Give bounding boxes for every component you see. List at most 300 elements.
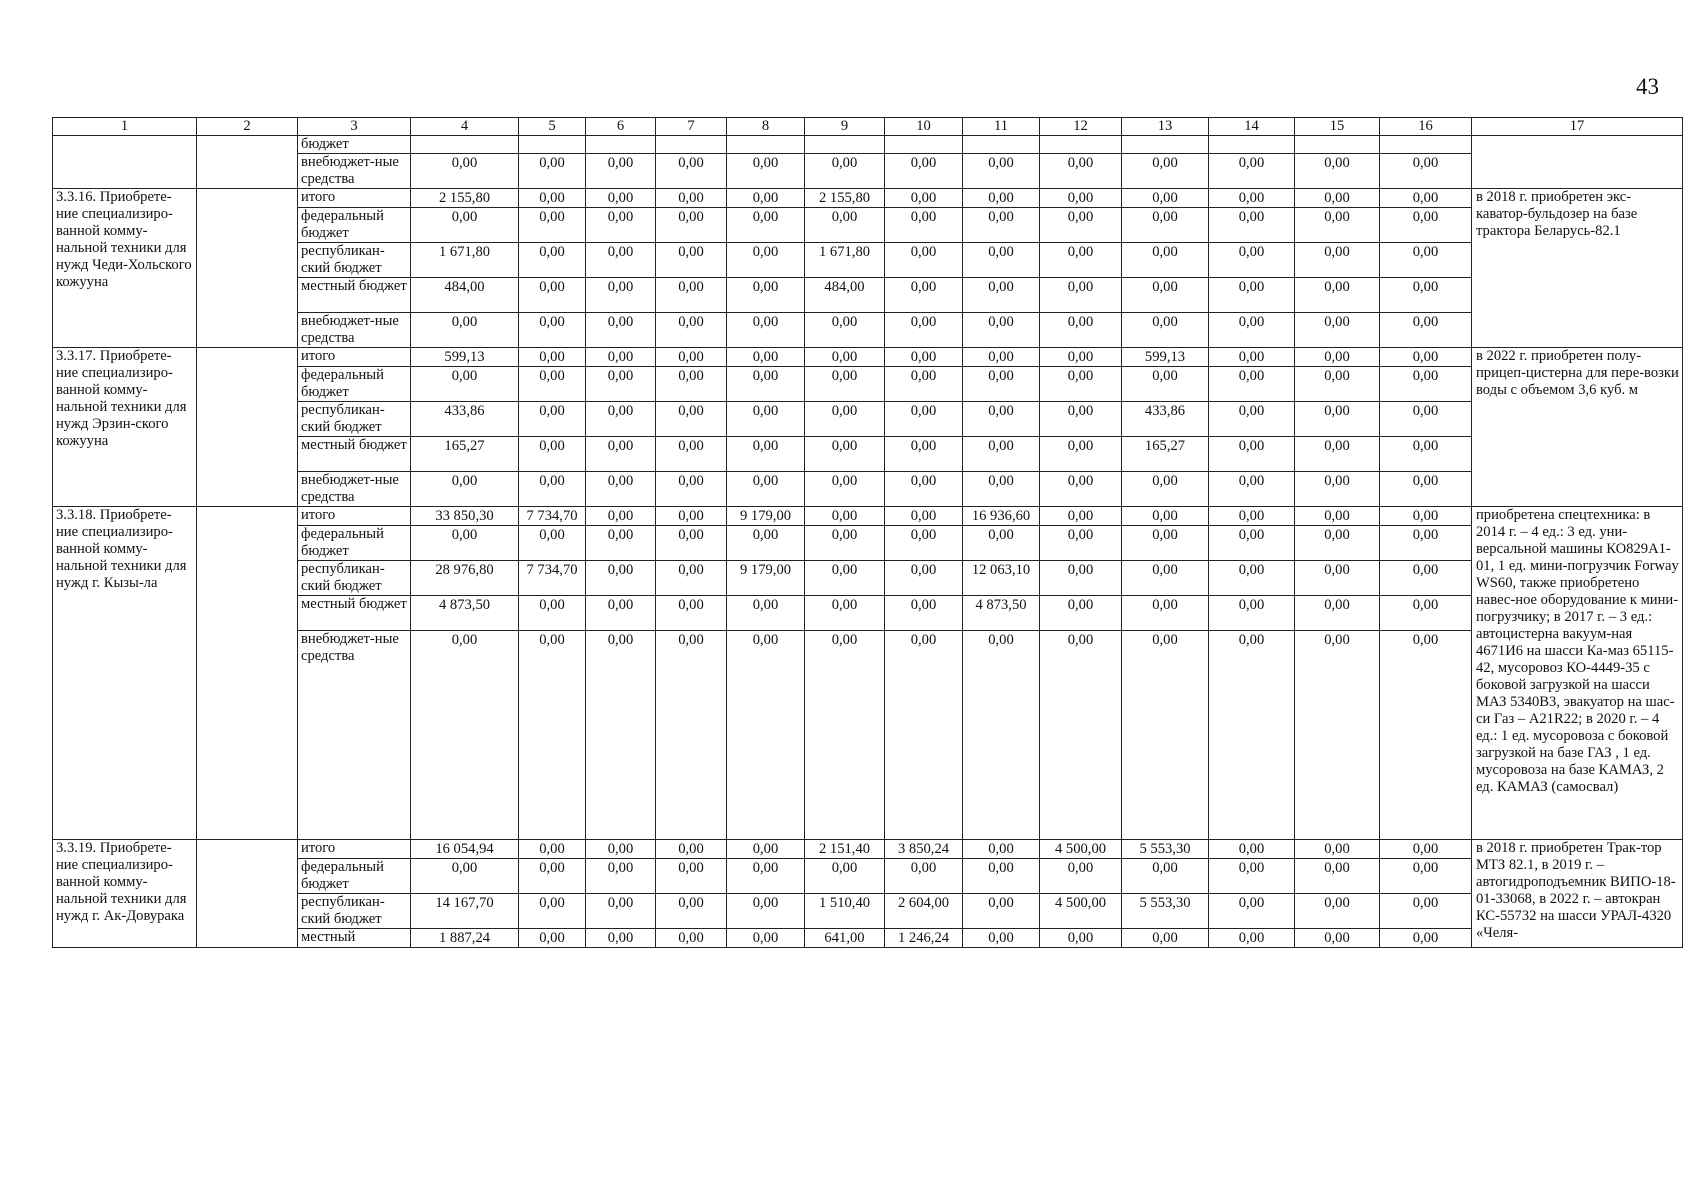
value-cell: 0,00 <box>656 631 727 840</box>
value-cell: 0,00 <box>1209 859 1295 894</box>
value-cell: 0,00 <box>1209 154 1295 189</box>
value-cell: 0,00 <box>1122 154 1209 189</box>
value-cell: 0,00 <box>1380 208 1472 243</box>
budget-table <box>52 117 1683 948</box>
value-cell: 0,00 <box>727 208 805 243</box>
value-cell <box>1209 136 1295 154</box>
value-cell: 0,00 <box>1295 348 1380 367</box>
value-cell: 0,00 <box>1209 596 1295 631</box>
table-row <box>53 189 1683 208</box>
value-cell: 0,00 <box>1040 402 1122 437</box>
value-cell: 0,00 <box>519 472 586 507</box>
table-row <box>53 929 1683 948</box>
value-cell: 0,00 <box>727 894 805 929</box>
value-cell: 0,00 <box>805 561 885 596</box>
value-cell: 0,00 <box>1380 367 1472 402</box>
value-cell: 0,00 <box>1380 278 1472 313</box>
value-cell: 0,00 <box>727 929 805 948</box>
value-cell: 0,00 <box>586 402 656 437</box>
funding-source-cell: внебюджет-ные средства <box>298 472 411 507</box>
value-cell: 0,00 <box>963 208 1040 243</box>
funding-source-cell: республикан-ский бюджет <box>298 243 411 278</box>
table-row <box>53 136 1683 154</box>
value-cell: 0,00 <box>963 278 1040 313</box>
value-cell: 0,00 <box>411 313 519 348</box>
value-cell: 0,00 <box>656 208 727 243</box>
value-cell: 0,00 <box>1122 367 1209 402</box>
value-cell <box>1122 136 1209 154</box>
value-cell: 0,00 <box>727 631 805 840</box>
value-cell: 0,00 <box>1295 840 1380 859</box>
value-cell: 0,00 <box>1122 631 1209 840</box>
value-cell: 0,00 <box>805 154 885 189</box>
activity-name: 3.3.19. Приобрете-ние специализиро-ванной комму-нальной техники для нужд г. Ак-Довурака <box>53 840 197 948</box>
column-number-3: 3 <box>298 118 411 136</box>
activity-name-cell <box>53 136 197 189</box>
value-cell: 16 054,94 <box>411 840 519 859</box>
value-cell <box>727 136 805 154</box>
value-cell: 0,00 <box>656 526 727 561</box>
value-cell: 0,00 <box>656 348 727 367</box>
value-cell: 0,00 <box>1040 367 1122 402</box>
value-cell: 0,00 <box>1295 859 1380 894</box>
value-cell: 0,00 <box>656 596 727 631</box>
value-cell: 0,00 <box>1295 631 1380 840</box>
funding-source-cell: федеральный бюджет <box>298 526 411 561</box>
value-cell: 0,00 <box>519 402 586 437</box>
value-cell: 4 500,00 <box>1040 840 1122 859</box>
value-cell: 0,00 <box>885 437 963 472</box>
column-number-5: 5 <box>519 118 586 136</box>
value-cell: 0,00 <box>727 437 805 472</box>
value-cell: 0,00 <box>885 507 963 526</box>
value-cell: 5 553,30 <box>1122 840 1209 859</box>
value-cell: 0,00 <box>885 367 963 402</box>
column-2-cell <box>197 348 298 507</box>
value-cell: 0,00 <box>1380 472 1472 507</box>
value-cell: 0,00 <box>1209 437 1295 472</box>
value-cell: 0,00 <box>963 313 1040 348</box>
value-cell: 0,00 <box>1040 208 1122 243</box>
table-row <box>53 402 1683 437</box>
value-cell: 0,00 <box>805 596 885 631</box>
value-cell: 0,00 <box>1122 278 1209 313</box>
value-cell: 0,00 <box>1209 189 1295 208</box>
value-cell: 0,00 <box>586 278 656 313</box>
value-cell: 4 500,00 <box>1040 894 1122 929</box>
page-number: 43 <box>1636 74 1659 99</box>
value-cell: 0,00 <box>1380 507 1472 526</box>
value-cell: 0,00 <box>656 929 727 948</box>
column-number-13: 13 <box>1122 118 1209 136</box>
table-row <box>53 367 1683 402</box>
value-cell: 0,00 <box>1295 367 1380 402</box>
value-cell: 0,00 <box>519 437 586 472</box>
value-cell: 0,00 <box>1040 154 1122 189</box>
table-row <box>53 526 1683 561</box>
value-cell: 0,00 <box>1295 243 1380 278</box>
value-cell: 0,00 <box>1209 561 1295 596</box>
column-number-11: 11 <box>963 118 1040 136</box>
column-number-8: 8 <box>727 118 805 136</box>
value-cell: 0,00 <box>963 367 1040 402</box>
table-row <box>53 596 1683 631</box>
value-cell: 0,00 <box>1040 348 1122 367</box>
value-cell <box>519 136 586 154</box>
value-cell: 0,00 <box>885 859 963 894</box>
value-cell: 0,00 <box>1380 243 1472 278</box>
value-cell: 0,00 <box>586 189 656 208</box>
value-cell: 0,00 <box>727 472 805 507</box>
value-cell: 0,00 <box>586 894 656 929</box>
value-cell: 0,00 <box>1040 929 1122 948</box>
value-cell: 0,00 <box>1380 348 1472 367</box>
value-cell: 0,00 <box>727 596 805 631</box>
table-row <box>53 631 1683 840</box>
value-cell: 0,00 <box>963 894 1040 929</box>
column-number-12: 12 <box>1040 118 1122 136</box>
value-cell: 0,00 <box>519 208 586 243</box>
value-cell: 0,00 <box>805 472 885 507</box>
value-cell: 0,00 <box>805 859 885 894</box>
value-cell: 0,00 <box>1295 437 1380 472</box>
funding-source-cell: республикан-ский бюджет <box>298 894 411 929</box>
value-cell: 0,00 <box>1295 313 1380 348</box>
value-cell: 0,00 <box>1295 561 1380 596</box>
value-cell: 0,00 <box>656 472 727 507</box>
value-cell: 0,00 <box>1209 278 1295 313</box>
value-cell: 0,00 <box>586 526 656 561</box>
value-cell: 0,00 <box>1040 472 1122 507</box>
value-cell: 0,00 <box>1040 243 1122 278</box>
value-cell: 0,00 <box>963 154 1040 189</box>
value-cell: 0,00 <box>1122 189 1209 208</box>
value-cell: 4 873,50 <box>963 596 1040 631</box>
value-cell: 0,00 <box>586 596 656 631</box>
value-cell: 0,00 <box>805 313 885 348</box>
table-row <box>53 840 1683 859</box>
value-cell: 1 887,24 <box>411 929 519 948</box>
value-cell: 165,27 <box>411 437 519 472</box>
table-row <box>53 561 1683 596</box>
value-cell: 0,00 <box>586 313 656 348</box>
funding-source-cell: федеральный бюджет <box>298 208 411 243</box>
value-cell: 0,00 <box>411 472 519 507</box>
value-cell: 0,00 <box>727 348 805 367</box>
column-number-2: 2 <box>197 118 298 136</box>
value-cell: 0,00 <box>586 507 656 526</box>
value-cell: 0,00 <box>1122 526 1209 561</box>
value-cell <box>1295 136 1380 154</box>
value-cell: 0,00 <box>1380 859 1472 894</box>
value-cell: 0,00 <box>1122 208 1209 243</box>
value-cell: 0,00 <box>519 840 586 859</box>
value-cell: 0,00 <box>1380 561 1472 596</box>
value-cell: 0,00 <box>656 313 727 348</box>
value-cell: 2 151,40 <box>805 840 885 859</box>
value-cell: 0,00 <box>1209 526 1295 561</box>
value-cell: 0,00 <box>963 859 1040 894</box>
value-cell: 1 671,80 <box>411 243 519 278</box>
funding-source-cell: итого <box>298 840 411 859</box>
value-cell: 0,00 <box>1040 313 1122 348</box>
value-cell: 33 850,30 <box>411 507 519 526</box>
value-cell: 0,00 <box>586 472 656 507</box>
column-2-cell <box>197 189 298 348</box>
activity-name: 3.3.17. Приобрете-ние специализиро-ванной комму-нальной техники для нужд Эрзин-ского кожууна <box>53 348 197 507</box>
value-cell: 0,00 <box>586 348 656 367</box>
value-cell: 14 167,70 <box>411 894 519 929</box>
value-cell: 0,00 <box>656 894 727 929</box>
note-cell: в 2018 г. приобретен Трак-тор МТЗ 82.1, в 2019 г. – автогидроподъемник ВИПО-18-01-33068, в 2022 г. – автокран КС-55732 на шасси УРАЛ-4320 «Челя- <box>1472 840 1683 948</box>
value-cell: 0,00 <box>1295 526 1380 561</box>
activity-name: 3.3.18. Приобрете-ние специализиро-ванной комму-нальной техники для нужд г. Кызы-ла <box>53 507 197 840</box>
value-cell: 0,00 <box>805 631 885 840</box>
value-cell: 0,00 <box>885 208 963 243</box>
value-cell: 0,00 <box>656 437 727 472</box>
note-cell: приобретена спецтехника: в 2014 г. – 4 ед.: 3 ед. уни-версальной машины КО829А1-01, 1 ед. мини-погрузчик Forway WS60, также приобретено навес-ное оборудование к мини-погрузчику; в 2017 г. – 3 ед.: автоцистерна вакуум-ная 4671И6 на шасси Ка-маз 65115-42, мусоровоз КО-4449-35 с боковой загрузкой на шасси МАЗ 5340В3, эвакуатор на шас-си Газ – А21R22; в 2020 г. – 4 ед.: 1 ед. мусоровоза с боковой загрузкой на базе ГАЗ , 1 ед. мусоровоза на базе КАМАЗ, 2 ед. КАМАЗ (самосвал) <box>1472 507 1683 840</box>
value-cell: 0,00 <box>885 402 963 437</box>
value-cell: 0,00 <box>519 894 586 929</box>
value-cell: 0,00 <box>1380 840 1472 859</box>
value-cell: 4 873,50 <box>411 596 519 631</box>
value-cell: 433,86 <box>1122 402 1209 437</box>
value-cell: 0,00 <box>1209 313 1295 348</box>
value-cell: 0,00 <box>1040 596 1122 631</box>
table-row <box>53 894 1683 929</box>
value-cell <box>1380 136 1472 154</box>
column-number-1: 1 <box>53 118 197 136</box>
value-cell: 0,00 <box>1040 437 1122 472</box>
value-cell: 7 734,70 <box>519 507 586 526</box>
value-cell: 165,27 <box>1122 437 1209 472</box>
value-cell: 0,00 <box>885 596 963 631</box>
value-cell: 0,00 <box>656 507 727 526</box>
value-cell: 0,00 <box>1209 402 1295 437</box>
value-cell: 0,00 <box>1040 507 1122 526</box>
value-cell: 3 850,24 <box>885 840 963 859</box>
value-cell: 0,00 <box>586 243 656 278</box>
value-cell: 0,00 <box>1122 313 1209 348</box>
note-cell: в 2018 г. приобретен экс-каватор-бульдозер на базе трактора Беларусь-82.1 <box>1472 189 1683 348</box>
value-cell: 0,00 <box>963 402 1040 437</box>
value-cell: 0,00 <box>1209 367 1295 402</box>
value-cell: 0,00 <box>727 278 805 313</box>
activity-name: 3.3.16. Приобрете-ние специализиро-ванной комму-нальной техники для нужд Чеди-Хольского кожууна <box>53 189 197 348</box>
value-cell: 0,00 <box>411 367 519 402</box>
value-cell: 0,00 <box>586 840 656 859</box>
value-cell: 0,00 <box>727 189 805 208</box>
funding-source-cell: республикан-ский бюджет <box>298 561 411 596</box>
value-cell: 7 734,70 <box>519 561 586 596</box>
note-cell: в 2022 г. приобретен полу-прицеп-цистерна для пере-возки воды с объемом 3,6 куб. м <box>1472 348 1683 507</box>
value-cell: 16 936,60 <box>963 507 1040 526</box>
value-cell: 1 671,80 <box>805 243 885 278</box>
column-number-row <box>53 118 1683 136</box>
value-cell: 0,00 <box>1040 859 1122 894</box>
value-cell: 0,00 <box>805 208 885 243</box>
value-cell: 0,00 <box>727 526 805 561</box>
value-cell: 0,00 <box>805 526 885 561</box>
column-2-cell <box>197 840 298 948</box>
value-cell: 0,00 <box>656 859 727 894</box>
funding-source-cell: местный <box>298 929 411 948</box>
value-cell: 0,00 <box>1295 894 1380 929</box>
value-cell: 641,00 <box>805 929 885 948</box>
value-cell: 0,00 <box>656 154 727 189</box>
value-cell: 0,00 <box>963 472 1040 507</box>
table-row <box>53 278 1683 313</box>
value-cell: 0,00 <box>963 631 1040 840</box>
column-number-7: 7 <box>656 118 727 136</box>
value-cell: 0,00 <box>1380 437 1472 472</box>
value-cell: 9 179,00 <box>727 507 805 526</box>
column-number-14: 14 <box>1209 118 1295 136</box>
value-cell: 0,00 <box>1122 561 1209 596</box>
value-cell: 2 604,00 <box>885 894 963 929</box>
funding-source-cell: итого <box>298 507 411 526</box>
value-cell: 5 553,30 <box>1122 894 1209 929</box>
value-cell: 0,00 <box>586 859 656 894</box>
value-cell: 0,00 <box>1295 189 1380 208</box>
value-cell: 0,00 <box>411 526 519 561</box>
value-cell: 0,00 <box>805 367 885 402</box>
value-cell: 484,00 <box>411 278 519 313</box>
value-cell: 0,00 <box>727 840 805 859</box>
value-cell: 28 976,80 <box>411 561 519 596</box>
value-cell: 0,00 <box>1295 929 1380 948</box>
value-cell: 0,00 <box>963 929 1040 948</box>
value-cell: 0,00 <box>885 348 963 367</box>
value-cell: 0,00 <box>885 472 963 507</box>
value-cell: 0,00 <box>656 561 727 596</box>
value-cell: 0,00 <box>805 437 885 472</box>
value-cell: 0,00 <box>727 402 805 437</box>
value-cell: 1 246,24 <box>885 929 963 948</box>
value-cell: 0,00 <box>885 278 963 313</box>
value-cell: 0,00 <box>519 367 586 402</box>
value-cell: 0,00 <box>1295 596 1380 631</box>
value-cell: 0,00 <box>727 154 805 189</box>
funding-source-cell: местный бюджет <box>298 596 411 631</box>
value-cell: 599,13 <box>411 348 519 367</box>
value-cell: 0,00 <box>1295 402 1380 437</box>
value-cell: 0,00 <box>656 367 727 402</box>
value-cell: 0,00 <box>1380 596 1472 631</box>
value-cell: 0,00 <box>519 243 586 278</box>
funding-source-cell: федеральный бюджет <box>298 859 411 894</box>
value-cell: 0,00 <box>519 859 586 894</box>
table-row <box>53 313 1683 348</box>
value-cell: 0,00 <box>1380 189 1472 208</box>
value-cell: 0,00 <box>727 313 805 348</box>
value-cell <box>885 136 963 154</box>
value-cell: 0,00 <box>1040 189 1122 208</box>
value-cell: 0,00 <box>1122 859 1209 894</box>
value-cell: 0,00 <box>656 243 727 278</box>
table-row <box>53 859 1683 894</box>
value-cell: 0,00 <box>1295 208 1380 243</box>
value-cell: 0,00 <box>885 313 963 348</box>
value-cell: 484,00 <box>805 278 885 313</box>
note-cell <box>1472 136 1683 189</box>
value-cell: 0,00 <box>656 189 727 208</box>
value-cell <box>656 136 727 154</box>
value-cell: 599,13 <box>1122 348 1209 367</box>
column-2-cell <box>197 507 298 840</box>
value-cell: 0,00 <box>885 561 963 596</box>
value-cell: 0,00 <box>519 596 586 631</box>
funding-source-cell: федеральный бюджет <box>298 367 411 402</box>
value-cell: 0,00 <box>727 859 805 894</box>
column-number-16: 16 <box>1380 118 1472 136</box>
value-cell: 433,86 <box>411 402 519 437</box>
table-row <box>53 154 1683 189</box>
funding-source-cell: республикан-ский бюджет <box>298 402 411 437</box>
value-cell: 0,00 <box>411 154 519 189</box>
value-cell: 0,00 <box>963 243 1040 278</box>
column-2-cell <box>197 136 298 189</box>
value-cell: 0,00 <box>1209 840 1295 859</box>
value-cell: 0,00 <box>656 402 727 437</box>
value-cell: 0,00 <box>805 507 885 526</box>
funding-source-cell: местный бюджет <box>298 437 411 472</box>
value-cell: 0,00 <box>519 189 586 208</box>
value-cell: 0,00 <box>1209 472 1295 507</box>
table-row <box>53 507 1683 526</box>
value-cell: 0,00 <box>586 561 656 596</box>
value-cell: 0,00 <box>885 189 963 208</box>
value-cell <box>1040 136 1122 154</box>
value-cell: 0,00 <box>519 526 586 561</box>
value-cell: 0,00 <box>963 189 1040 208</box>
value-cell: 0,00 <box>1380 313 1472 348</box>
value-cell: 0,00 <box>1209 894 1295 929</box>
value-cell: 0,00 <box>519 348 586 367</box>
table-row <box>53 208 1683 243</box>
value-cell: 9 179,00 <box>727 561 805 596</box>
value-cell: 0,00 <box>963 348 1040 367</box>
value-cell: 0,00 <box>727 243 805 278</box>
value-cell <box>963 136 1040 154</box>
column-number-10: 10 <box>885 118 963 136</box>
funding-source-cell: итого <box>298 189 411 208</box>
funding-source-cell: бюджет <box>298 136 411 154</box>
value-cell: 0,00 <box>656 840 727 859</box>
value-cell: 0,00 <box>1380 929 1472 948</box>
value-cell: 0,00 <box>1040 561 1122 596</box>
value-cell <box>586 136 656 154</box>
value-cell: 0,00 <box>963 437 1040 472</box>
value-cell: 0,00 <box>963 526 1040 561</box>
value-cell: 0,00 <box>656 278 727 313</box>
value-cell: 0,00 <box>1040 278 1122 313</box>
value-cell: 0,00 <box>1380 526 1472 561</box>
value-cell: 0,00 <box>1122 507 1209 526</box>
column-number-6: 6 <box>586 118 656 136</box>
value-cell: 0,00 <box>411 208 519 243</box>
value-cell: 0,00 <box>1040 526 1122 561</box>
value-cell: 0,00 <box>519 313 586 348</box>
table-row <box>53 348 1683 367</box>
value-cell: 0,00 <box>1209 507 1295 526</box>
value-cell: 0,00 <box>519 278 586 313</box>
value-cell: 0,00 <box>1295 507 1380 526</box>
value-cell: 0,00 <box>519 929 586 948</box>
value-cell: 0,00 <box>1380 631 1472 840</box>
value-cell: 0,00 <box>411 631 519 840</box>
funding-source-cell: местный бюджет <box>298 278 411 313</box>
